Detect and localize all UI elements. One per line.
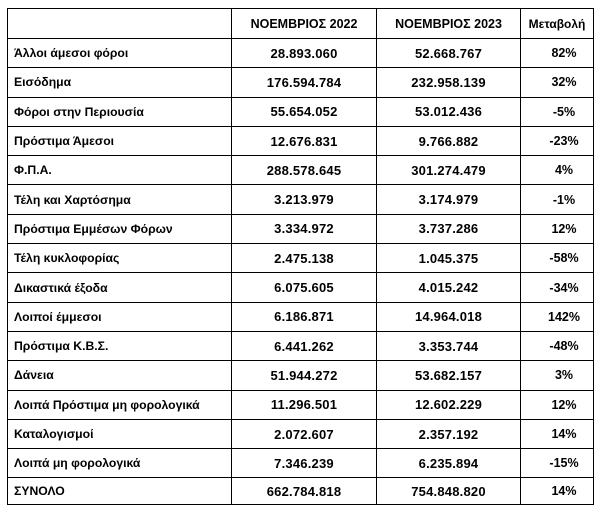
row-change: -1% — [521, 185, 594, 214]
row-change: -34% — [521, 273, 594, 302]
row-value-2022: 7.346.239 — [232, 449, 377, 478]
row-value-2022: 6.186.871 — [232, 302, 377, 331]
header-november-2023: ΝΟΕΜΒΡΙΟΣ 2023 — [377, 9, 521, 39]
row-value-2023: 12.602.229 — [377, 390, 521, 419]
table-row — [8, 302, 594, 331]
row-value-2022: 6.075.605 — [232, 273, 377, 302]
row-label: Φ.Π.Α. — [8, 156, 232, 185]
table-header-row — [8, 9, 594, 39]
table-row — [8, 39, 594, 68]
row-value-2023: 52.668.767 — [377, 39, 521, 68]
total-row — [8, 478, 594, 505]
row-label: Πρόστιμα Άμεσοι — [8, 126, 232, 155]
row-value-2023: 4.015.242 — [377, 273, 521, 302]
row-value-2023: 3.174.979 — [377, 185, 521, 214]
row-label: Λοιπά Πρόστιμα μη φορολογικά — [8, 390, 232, 419]
row-value-2022: 11.296.501 — [232, 390, 377, 419]
table-row — [8, 331, 594, 360]
row-change: 82% — [521, 39, 594, 68]
row-label: Εισόδημα — [8, 68, 232, 97]
row-value-2022: 3.334.972 — [232, 214, 377, 243]
row-change: 3% — [521, 361, 594, 390]
row-value-2023: 6.235.894 — [377, 449, 521, 478]
row-value-2022: 12.676.831 — [232, 126, 377, 155]
row-change: -23% — [521, 126, 594, 155]
row-label: Πρόστιμα Κ.Β.Σ. — [8, 331, 232, 360]
row-value-2023: 3.737.286 — [377, 214, 521, 243]
row-value-2022: 28.893.060 — [232, 39, 377, 68]
header-change: Μεταβολή — [521, 9, 594, 39]
row-value-2022: 2.475.138 — [232, 244, 377, 273]
table-row — [8, 68, 594, 97]
table-row — [8, 214, 594, 243]
row-change: 12% — [521, 214, 594, 243]
row-value-2022: 3.213.979 — [232, 185, 377, 214]
row-label: Καταλογισμοί — [8, 419, 232, 448]
row-value-2022: 288.578.645 — [232, 156, 377, 185]
row-value-2023: 2.357.192 — [377, 419, 521, 448]
row-label: Τέλη κυκλοφορίας — [8, 244, 232, 273]
row-change: 14% — [521, 419, 594, 448]
header-label-column — [8, 9, 232, 39]
row-value-2023: 9.766.882 — [377, 126, 521, 155]
revenue-comparison-table — [7, 8, 594, 505]
row-value-2022: 51.944.272 — [232, 361, 377, 390]
total-label: ΣΥΝΟΛΟ — [8, 478, 232, 505]
table-row — [8, 449, 594, 478]
row-change: -58% — [521, 244, 594, 273]
total-value-2023: 754.848.820 — [377, 478, 521, 505]
row-label: Δικαστικά έξοδα — [8, 273, 232, 302]
row-value-2023: 1.045.375 — [377, 244, 521, 273]
table-row — [8, 273, 594, 302]
row-change: 4% — [521, 156, 594, 185]
table-row — [8, 97, 594, 126]
row-value-2023: 232.958.139 — [377, 68, 521, 97]
row-value-2023: 53.682.157 — [377, 361, 521, 390]
row-value-2023: 53.012.436 — [377, 97, 521, 126]
row-change: 12% — [521, 390, 594, 419]
row-value-2023: 14.964.018 — [377, 302, 521, 331]
row-value-2022: 6.441.262 — [232, 331, 377, 360]
row-change: 32% — [521, 68, 594, 97]
row-value-2022: 2.072.607 — [232, 419, 377, 448]
table-row — [8, 126, 594, 155]
row-label: Πρόστιμα Εμμέσων Φόρων — [8, 214, 232, 243]
total-value-2022: 662.784.818 — [232, 478, 377, 505]
table-row — [8, 419, 594, 448]
row-value-2023: 3.353.744 — [377, 331, 521, 360]
table-row — [8, 185, 594, 214]
table-row — [8, 156, 594, 185]
row-change: 142% — [521, 302, 594, 331]
row-label: Άλλοι άμεσοι φόροι — [8, 39, 232, 68]
row-label: Φόροι στην Περιουσία — [8, 97, 232, 126]
table-row — [8, 244, 594, 273]
row-label: Δάνεια — [8, 361, 232, 390]
table-row — [8, 390, 594, 419]
table-row — [8, 361, 594, 390]
row-label: Τέλη και Χαρτόσημα — [8, 185, 232, 214]
row-value-2022: 55.654.052 — [232, 97, 377, 126]
header-november-2022: ΝΟΕΜΒΡΙΟΣ 2022 — [232, 9, 377, 39]
row-change: -15% — [521, 449, 594, 478]
total-change: 14% — [521, 478, 594, 505]
revenue-comparison-table-container — [7, 8, 594, 505]
row-value-2022: 176.594.784 — [232, 68, 377, 97]
row-value-2023: 301.274.479 — [377, 156, 521, 185]
row-label: Λοιπά μη φορολογικά — [8, 449, 232, 478]
row-label: Λοιποί έμμεσοι — [8, 302, 232, 331]
row-change: -5% — [521, 97, 594, 126]
row-change: -48% — [521, 331, 594, 360]
